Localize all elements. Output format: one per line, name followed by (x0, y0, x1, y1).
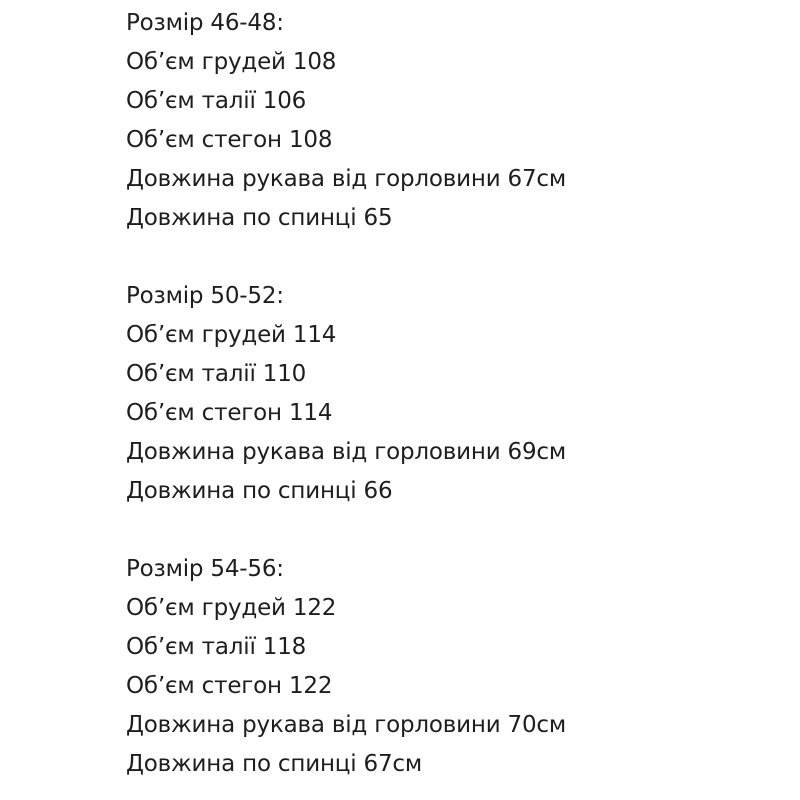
waist-measurement: Об’єм талії 118 (126, 634, 307, 660)
hip-measurement: Об’єм стегон 108 (126, 127, 333, 153)
hip-measurement: Об’єм стегон 114 (126, 400, 333, 426)
sleeve-length: Довжина рукава від горловини 67см (126, 166, 567, 192)
size-block-50-52 (126, 277, 800, 511)
sleeve-length: Довжина рукава від горловини 70см (126, 712, 567, 738)
size-block-54-56 (126, 550, 800, 784)
size-heading: Розмір 50-52: (126, 283, 284, 309)
size-heading: Розмір 46-48: (126, 10, 284, 36)
back-length: Довжина по спинці 66 (126, 478, 393, 504)
chest-measurement: Об’єм грудей 122 (126, 595, 337, 621)
back-length: Довжина по спинці 65 (126, 205, 393, 231)
size-heading: Розмір 54-56: (126, 556, 284, 582)
back-length: Довжина по спинці 67см (126, 751, 423, 777)
waist-measurement: Об’єм талії 110 (126, 361, 307, 387)
hip-measurement: Об’єм стегон 122 (126, 673, 333, 699)
chest-measurement: Об’єм грудей 108 (126, 49, 337, 75)
sleeve-length: Довжина рукава від горловини 69см (126, 439, 567, 465)
chest-measurement: Об’єм грудей 114 (126, 322, 337, 348)
size-block-46-48 (126, 4, 800, 238)
waist-measurement: Об’єм талії 106 (126, 88, 307, 114)
